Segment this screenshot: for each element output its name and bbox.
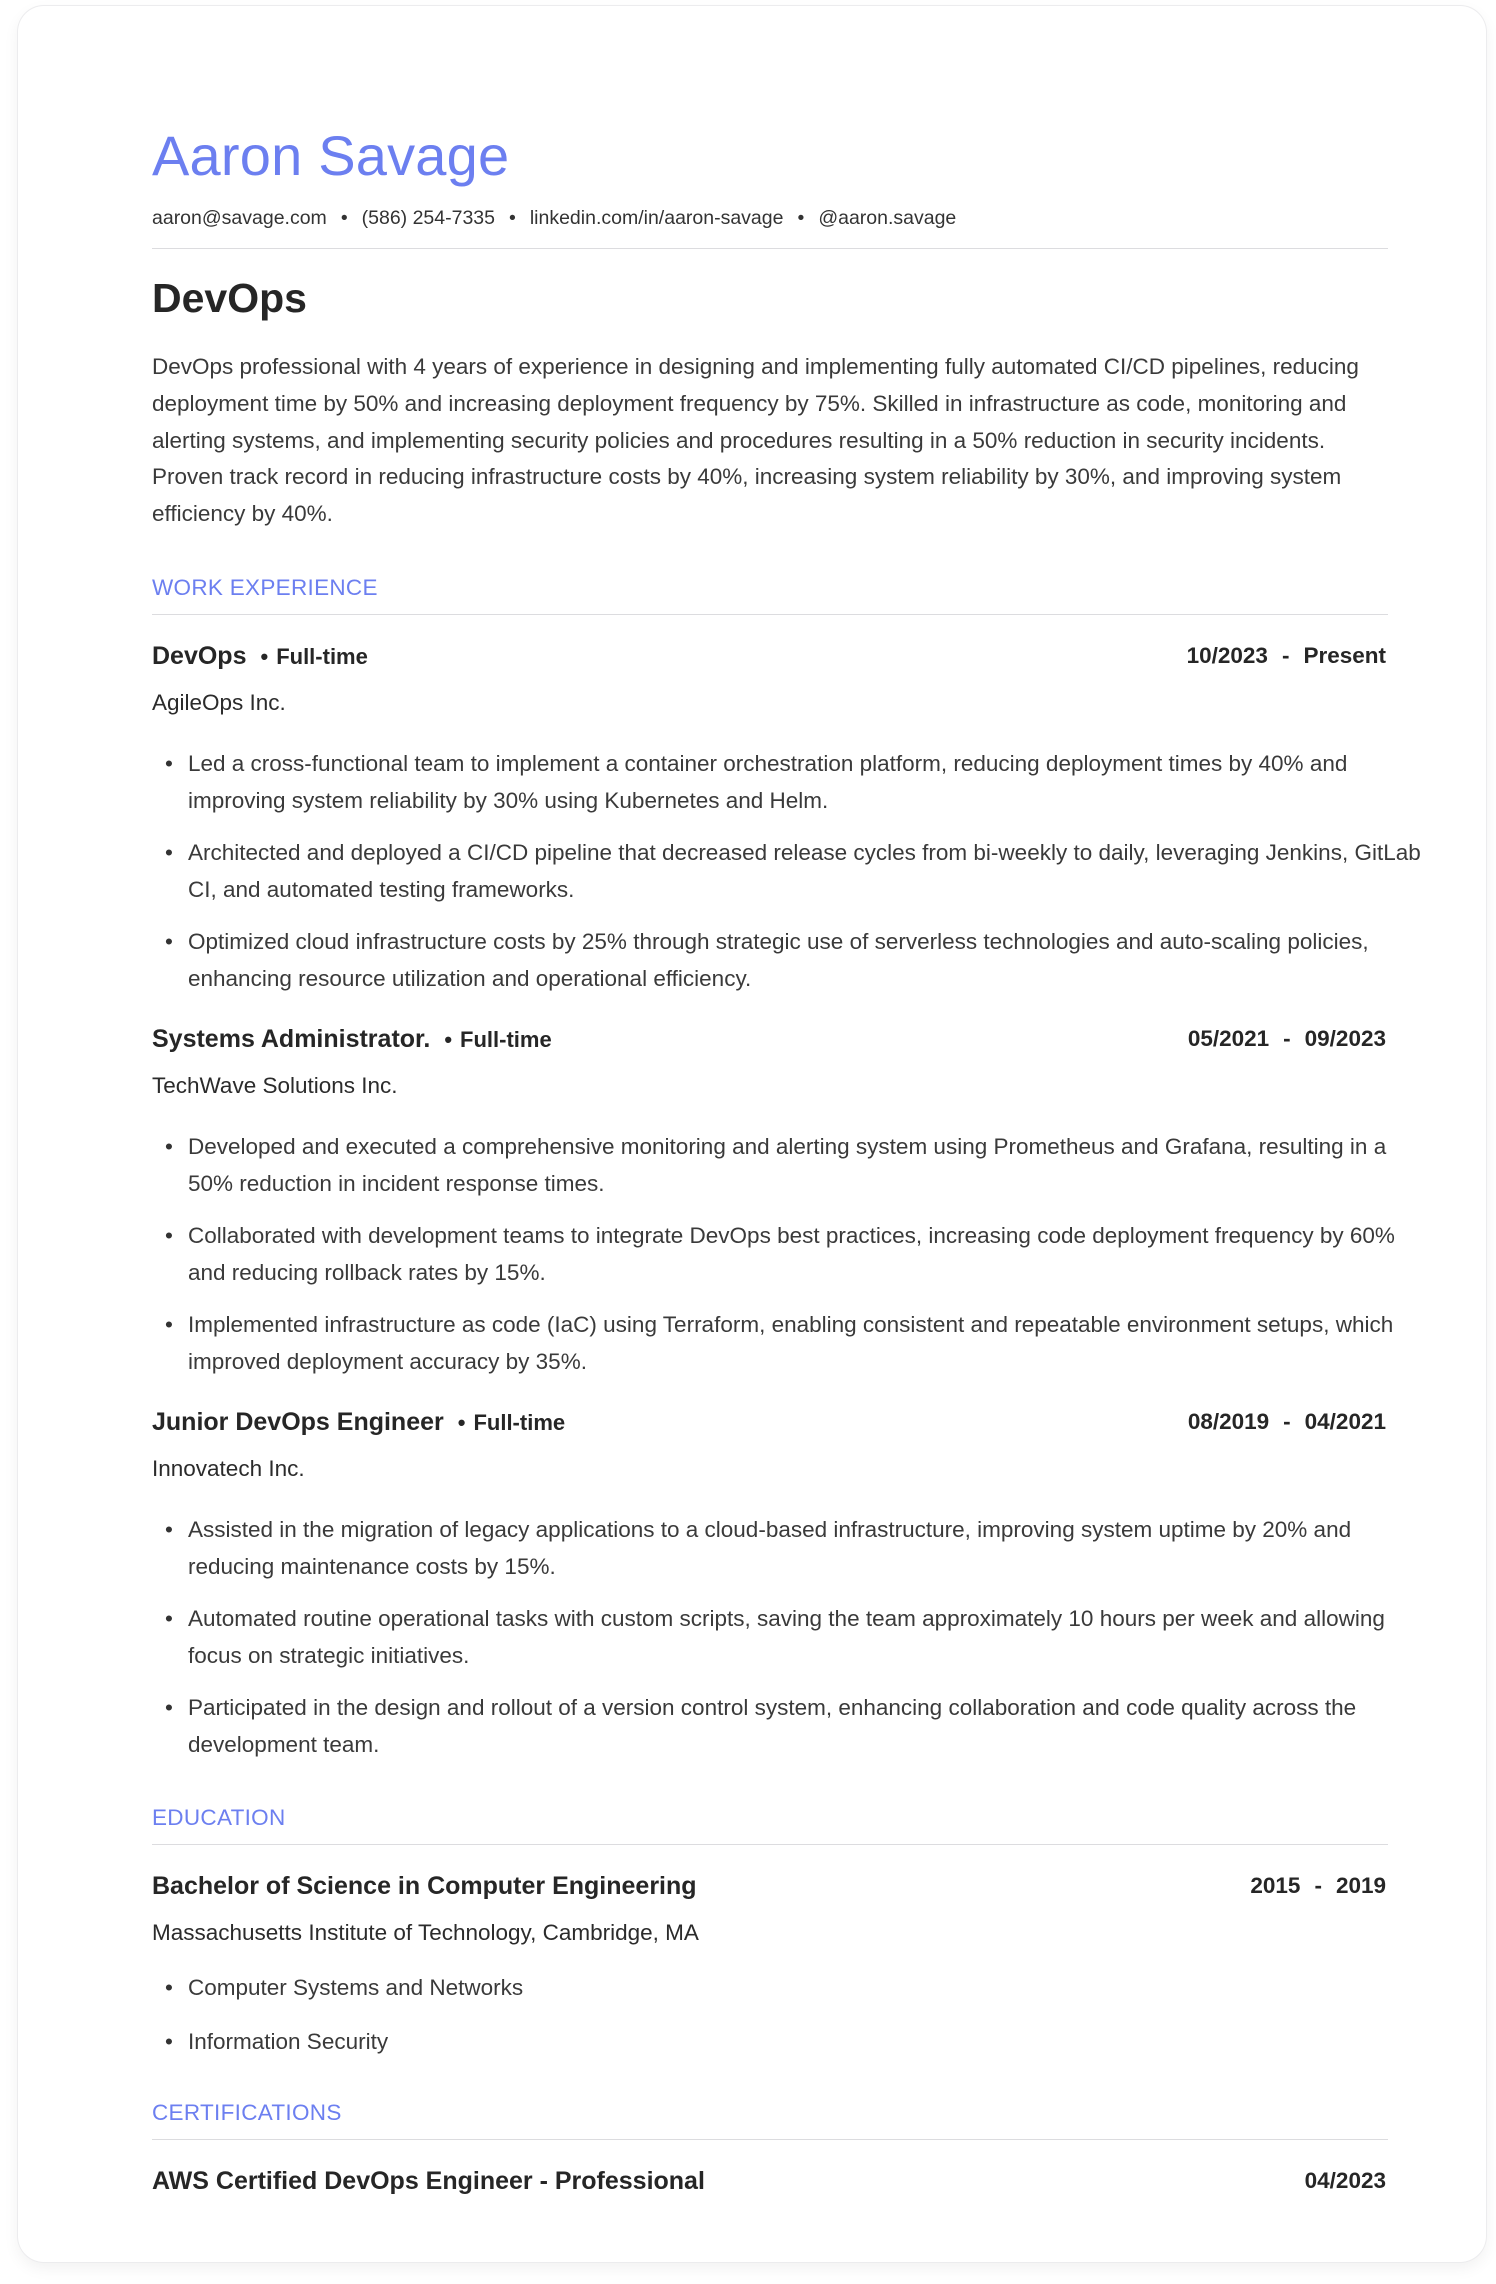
job-company: Innovatech Inc. [152, 1456, 305, 1481]
job-title: Systems Administrator. [152, 1025, 431, 1053]
education-start-date: 2015 [1250, 1873, 1301, 1898]
job-dates: 10/2023 - Present [1186, 643, 1386, 668]
certification-name: AWS Certified DevOps Engineer - Professional [152, 2167, 705, 2195]
contact-email[interactable]: aaron@savage.com [152, 207, 327, 229]
section-divider-education [152, 1844, 1388, 1845]
job-title: DevOps [152, 642, 247, 670]
resume-headline: DevOps [152, 275, 307, 321]
job-header [152, 638, 1388, 674]
list-item: • Collaborated with development teams to integrate DevOps best practices, increasing code deployment frequency by 60% and reducing rollback rates by 15%. [188, 1218, 1424, 1291]
job-end-date: 09/2023 [1304, 1026, 1386, 1051]
contact-handle[interactable]: @aaron.savage [818, 207, 957, 229]
job-bullets [152, 746, 1424, 1013]
job-dates: 05/2021 - 09/2023 [1187, 1026, 1386, 1051]
list-item: • Automated routine operational tasks with custom scripts, saving the team approximately 10 hours per week and allowing focus on strategic initiatives. [188, 1601, 1424, 1674]
job-start-date: 10/2023 [1186, 643, 1268, 668]
education-header [152, 1868, 1388, 1904]
education-degree: Bachelor of Science in Computer Engineering [152, 1872, 697, 1900]
list-item: • Led a cross-functional team to implement a container orchestration platform, reducing deployment times by 40% and improving system reliability by 30% using Kubernetes and Helm. [188, 746, 1424, 819]
job-company: TechWave Solutions Inc. [152, 1073, 398, 1098]
resume-page [18, 6, 1486, 2262]
contact-separator: • [340, 207, 348, 229]
section-title-work: WORK EXPERIENCE [152, 575, 378, 600]
job-start-date: 05/2021 [1187, 1026, 1270, 1051]
job-company: AgileOps Inc. [152, 690, 286, 715]
job-dates: 08/2019 - 04/2021 [1187, 1409, 1386, 1434]
contact-separator: • [797, 207, 805, 229]
certification-date: 04/2023 [1304, 2168, 1386, 2193]
job-title: Junior DevOps Engineer [152, 1408, 444, 1436]
summary-paragraph: DevOps professional with 4 years of experience in designing and implementing fully automated CI/CD pipelines, reducing deployment time by 50% and increasing deployment frequency by 75%. Skilled in infrastructure as code, monitoring and alerting systems, and implementing security policies and procedures resulting in a 50% reduction in security incidents. Proven track record in reducing infrastructure costs by 40%, increasing system reliability by 30%, and improving system efficiency by 40%. [152, 354, 1359, 527]
contact-linkedin[interactable]: linkedin.com/in/aaron-savage [529, 207, 784, 229]
education-end-date: 2019 [1335, 1873, 1386, 1898]
section-title-education: EDUCATION [152, 1805, 286, 1830]
list-item: • Developed and executed a comprehensive monitoring and alerting system using Prometheus and Grafana, resulting in a 50% reduction in incident response times. [188, 1129, 1424, 1202]
job-title-line [152, 1404, 565, 1441]
contact-line [152, 204, 956, 232]
job-type: Full-time [460, 1027, 552, 1052]
section-divider-certifications [152, 2139, 1388, 2140]
job-end-date: 04/2021 [1304, 1409, 1386, 1434]
job-type-separator: • [260, 644, 269, 669]
job-type-separator: • [457, 1410, 466, 1435]
list-item: • Information Security [188, 2024, 1424, 2061]
list-item: • Implemented infrastructure as code (IaC) using Terraform, enabling consistent and repeatable environment setups, which improved deployment accuracy by 35%. [188, 1307, 1424, 1380]
job-type: Full-time [473, 1410, 566, 1435]
contact-phone[interactable]: (586) 254-7335 [361, 207, 495, 229]
job-start-date: 08/2019 [1187, 1409, 1270, 1434]
section-title-certifications: CERTIFICATIONS [152, 2100, 342, 2125]
job-title-line [152, 638, 368, 675]
list-item: • Architected and deployed a CI/CD pipeline that decreased release cycles from bi-weekly to daily, leveraging Jenkins, GitLab CI, and automated testing frameworks. [188, 835, 1424, 908]
list-item: • Assisted in the migration of legacy applications to a cloud-based infrastructure, improving system uptime by 20% and reducing maintenance costs by 15%. [188, 1512, 1424, 1585]
job-title-line [152, 1021, 552, 1058]
section-divider-work [152, 614, 1388, 615]
job-header [152, 1404, 1388, 1440]
job-type-separator: • [444, 1027, 453, 1052]
list-item: • Participated in the design and rollout of a version control system, enhancing collaboration and code quality across the development team. [188, 1690, 1424, 1763]
education-dates: 2015 - 2019 [1250, 1873, 1386, 1898]
candidate-name: Aaron Savage [152, 124, 510, 187]
job-bullets [152, 1129, 1424, 1396]
job-type: Full-time [276, 644, 368, 669]
contact-separator: • [509, 207, 516, 229]
job-end-date: Present [1303, 643, 1386, 668]
list-item: • Computer Systems and Networks [188, 1970, 1424, 2007]
education-school: Massachusetts Institute of Technology, Cambridge, MA [152, 1920, 699, 1945]
list-item: • Optimized cloud infrastructure costs by 25% through strategic use of serverless technologies and auto-scaling policies, enhancing resource utilization and operational efficiency. [188, 924, 1424, 997]
header-divider [152, 248, 1388, 249]
certification-row [152, 2163, 1388, 2199]
education-items [152, 1970, 1424, 2076]
job-bullets [152, 1512, 1424, 1779]
job-header [152, 1021, 1388, 1057]
